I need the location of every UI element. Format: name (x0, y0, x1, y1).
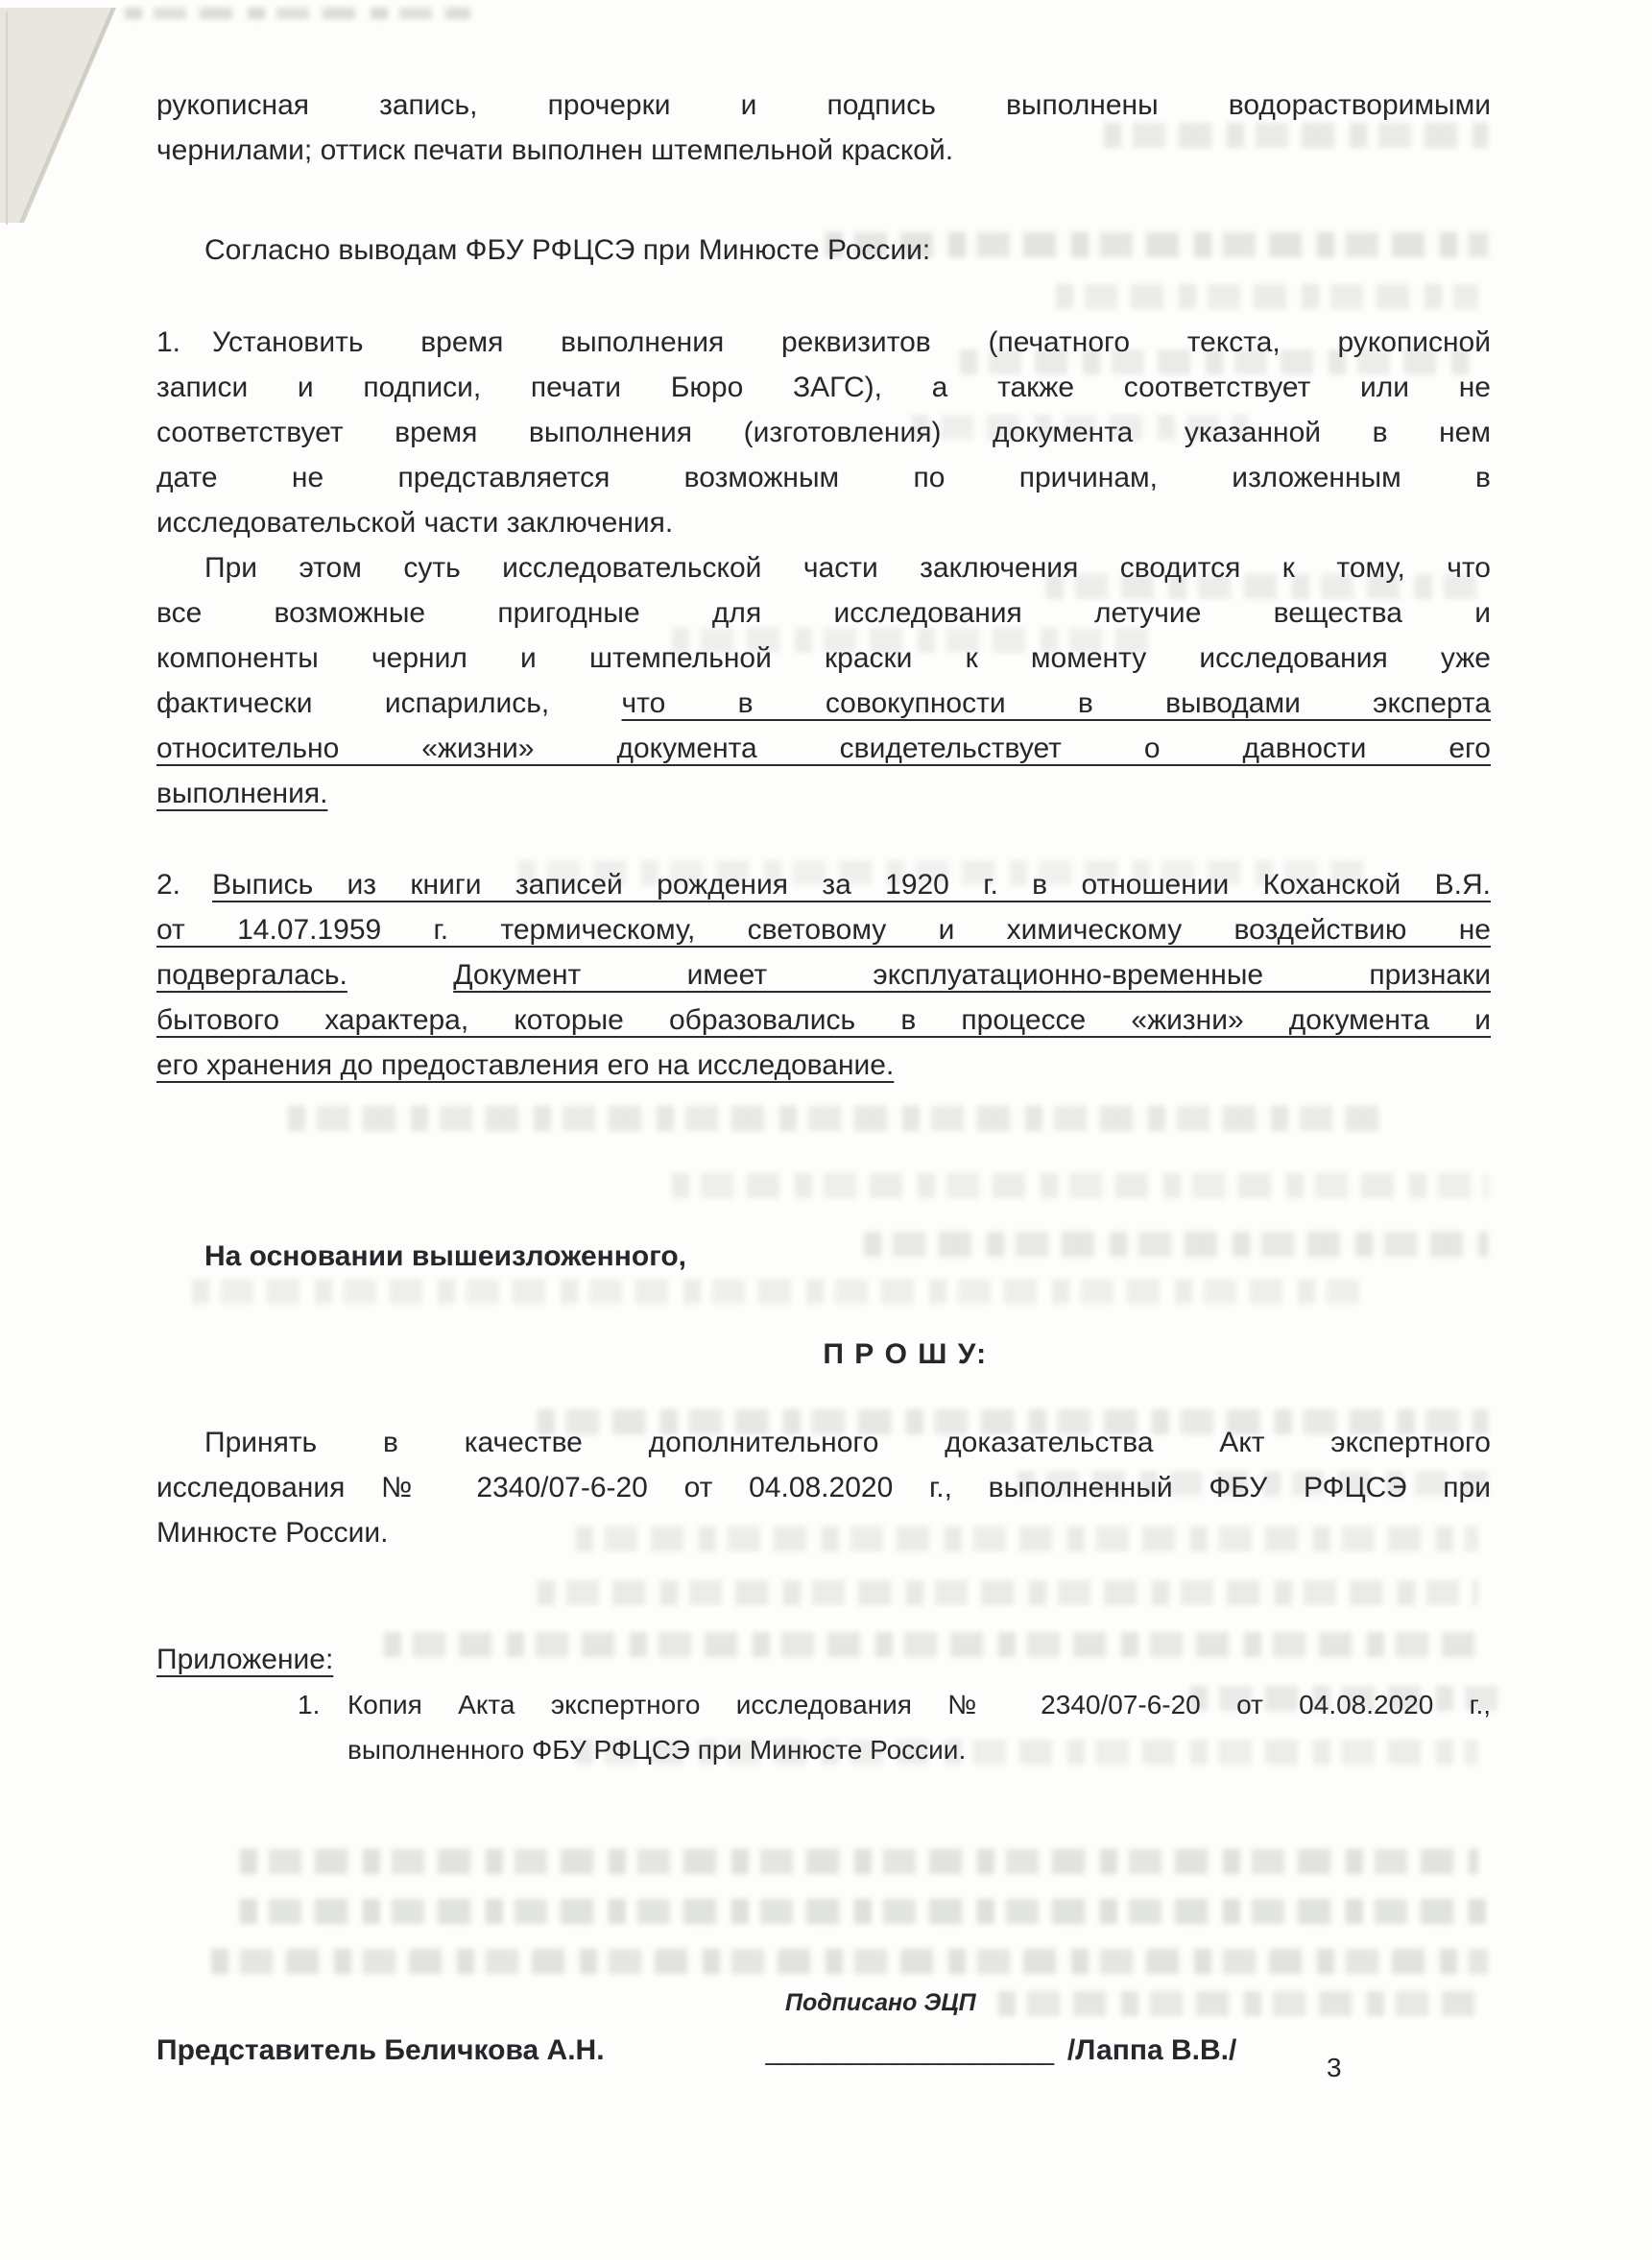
text-line: выполненного ФБУ РФЦСЭ при Минюсте России. (347, 1735, 967, 1765)
text-line: соответствует время выполнения (изготовления) документа указанной в нем (156, 417, 1491, 448)
text-line (298, 1682, 1491, 1727)
text-line: Принять в качестве дополнительного доказательства Акт экспертного (204, 1427, 1491, 1458)
text-segment: фактически испарились, (156, 687, 622, 719)
text-line (156, 1637, 1491, 1682)
signatory-name: /Лаппа В.В./ (1066, 2034, 1237, 2066)
discussion-paragraph (156, 545, 1491, 816)
text-line: П Р О Ш У: (823, 1338, 988, 1370)
text-line (156, 1043, 1491, 1088)
text-line: Минюсте России. (156, 1517, 389, 1549)
text-line (156, 726, 1491, 771)
basis-paragraph (156, 1234, 1491, 1279)
text-line: чернилами; оттиск печати выполнен штемпельной краской. (156, 134, 954, 166)
request-paragraph (156, 1420, 1491, 1555)
text-line: записи и подписи, печати Бюро ЗАГС), а также соответствует или не (156, 372, 1491, 403)
text-line (156, 320, 1491, 365)
according-paragraph (156, 228, 1491, 273)
page-number: 3 (1327, 2053, 1342, 2082)
conclusion-item-2 (156, 862, 1491, 1088)
text-line: исследования № 2340/07-6-20 от 04.08.2020 г., выполненный ФБУ РФЦСЭ при (156, 1472, 1491, 1503)
digital-signature-note: Подписано ЭЦП (785, 1989, 976, 2016)
signature-line: __________________ (765, 2034, 1054, 2066)
continuation-paragraph (156, 83, 1491, 173)
underlined-text-segment: выполнения. (156, 778, 328, 809)
text-line: исследовательской части заключения. (156, 507, 674, 539)
attachment-heading (156, 1637, 1491, 1682)
text-line: дате не представляется возможным по причинам, изложенным в (156, 462, 1491, 493)
attachment-item (298, 1682, 1491, 1772)
text-line (156, 952, 1491, 998)
underlined-text-segment: от 14.07.1959 г. термическому, световому и химическому воздействию не (156, 914, 1491, 946)
text-line: На основании вышеизложенного, (204, 1240, 687, 1272)
underlined-text-segment: Выпись из книги записей рождения за 1920 г. в отношении Коханской В.Я. (212, 869, 1491, 901)
underlined-text-segment: Документ имеет эксплуатационно-временные признаки (453, 959, 1491, 991)
list-number: 1. (156, 326, 181, 358)
document-body (156, 0, 1491, 2073)
list-number: 2. (156, 869, 181, 901)
request-heading (156, 1332, 1491, 1377)
text-segment: Установить время выполнения реквизитов (печатного текста, рукописной (212, 326, 1491, 358)
text-line (156, 998, 1491, 1043)
text-segment: Копия Акта экспертного исследования № 2340/07-6-20 от 04.08.2020 г., (347, 1690, 1491, 1719)
signature-row (156, 2028, 1491, 2073)
text-line (156, 681, 1491, 726)
representative-label: Представитель Беличкова А.Н. (156, 2034, 605, 2066)
list-number: 1. (298, 1690, 321, 1719)
underlined-text-segment: бытового характера, которые образовались в процессе «жизни» документа и (156, 1004, 1491, 1036)
text-line: все возможные пригодные для исследования летучие вещества и (156, 597, 1491, 629)
conclusion-item-1 (156, 320, 1491, 545)
text-line (156, 907, 1491, 952)
text-line: При этом суть исследовательской части заключения сводится к тому, что (204, 552, 1491, 584)
text-line (156, 771, 1491, 816)
underlined-text-segment: его хранения до предоставления его на исследование. (156, 1049, 895, 1081)
text-line (156, 862, 1491, 907)
underlined-text-segment: подвергалась. (156, 959, 347, 991)
scan-corner-line (6, 12, 8, 225)
underlined-text-segment: что в совокупности в выводами эксперта (621, 687, 1491, 719)
text-segment (347, 959, 453, 991)
underlined-text-segment: Приложение: (156, 1644, 334, 1675)
text-line: рукописная запись, прочерки и подпись выполнены водорастворимыми (156, 89, 1491, 121)
text-line: компоненты чернил и штемпельной краски к моменту исследования уже (156, 642, 1491, 674)
underlined-text-segment: относительно «жизни» документа свидетельствует о давности его (156, 733, 1491, 764)
text-line: Согласно выводам ФБУ РФЦСЭ при Минюсте России: (204, 234, 931, 266)
